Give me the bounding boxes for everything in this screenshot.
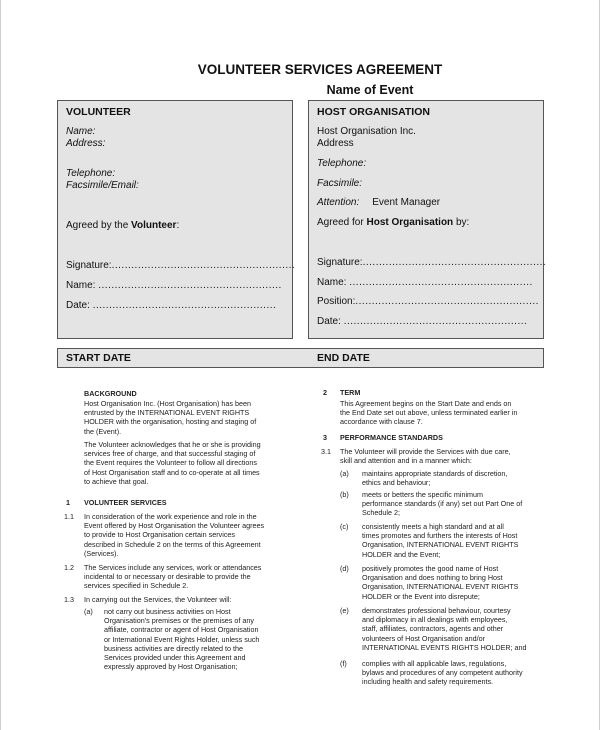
host-signature-field[interactable]: Signature:........................................................ — [317, 257, 547, 268]
host-name-field[interactable]: Name: ........................................................ — [317, 277, 533, 288]
right-column — [300, 0, 600, 730]
background-heading: BACKGROUND — [84, 389, 137, 398]
start-date-label: START DATE — [66, 352, 131, 364]
volunteer-date-field[interactable]: Date: ........................................................ — [66, 300, 277, 311]
host-address-label: Address — [317, 138, 354, 149]
host-heading: HOST ORGANISATION — [317, 106, 430, 118]
item-f-number: (f) — [340, 659, 347, 668]
item-a-text: maintains appropriate standards of discretion, ethics and behaviour; — [362, 469, 508, 488]
item-e-text: demonstrates professional behaviour, courtesy and diplomacy in all dealings with employees, staff, affiliates, contractors, agents and other volunteers of Host Organisation and/or INTERNATIONAL EVENTS RIGHTS HOLDER; and — [362, 606, 527, 652]
clause-1-3-a-text: not carry out business activities on Host Organisation's premises or the premises of any affiliate, contractor or agent of Host Organisation or International Event Rights Holder, unless such business activities are directly related to the Services provided under this Agreement and expressly approved by Host Organisation; — [104, 607, 260, 672]
clause-1-3-number: 1.3 — [64, 595, 74, 604]
item-e-number: (e) — [340, 606, 349, 615]
section-2-number: 2 — [323, 388, 327, 397]
volunteer-telephone-label: Telephone: — [66, 168, 116, 179]
host-agreed-line: Agreed for Host Organisation by: — [317, 217, 470, 228]
item-a-number: (a) — [340, 469, 349, 478]
volunteer-fax-label: Facsimile/Email: — [66, 180, 139, 191]
clause-1-3-a-number: (a) — [84, 607, 93, 616]
clause-1-1-text: In consideration of the work experience and role in the Event offered by Host Organisation the Volunteer agrees to provide to Host Organisation certain services described in Schedule 2 on the terms of this Agreement (Services). — [84, 512, 265, 558]
volunteer-address-label: Address: — [66, 138, 106, 149]
clause-3-1-text: The Volunteer will provide the Services with due care, skill and attention and in a manner which: — [340, 447, 511, 466]
section-1-heading: VOLUNTEER SERVICES — [84, 498, 167, 507]
item-c-text: consistently meets a high standard and at all times promotes and furthers the interests of Host Organisation, INTERNATIONAL EVENT RIGHTS HOLDER and the Event; — [362, 522, 519, 559]
section-1-number: 1 — [66, 498, 70, 507]
section-3-heading: PERFORMANCE STANDARDS — [340, 433, 443, 442]
item-d-text: positively promotes the good name of Host Organisation and does nothing to bring Host Organisation, INTERNATIONAL EVENT RIGHTS HOLDER or the Event into disrepute; — [362, 564, 519, 601]
host-org-name: Host Organisation Inc. — [317, 126, 416, 137]
volunteer-heading: VOLUNTEER — [66, 106, 131, 118]
event-name-heading: Name of Event — [326, 83, 414, 97]
document-title: VOLUNTEER SERVICES AGREEMENT — [197, 62, 443, 77]
host-attention-line: Attention: Event Manager — [317, 197, 441, 208]
section-2-text: This Agreement begins on the Start Date and ends on the End Date set out above, unless terminated earlier in accordance with clause 7. — [340, 399, 518, 427]
clause-3-1-number: 3.1 — [321, 447, 331, 456]
host-position-field[interactable]: Position:........................................................ — [317, 296, 539, 307]
volunteer-signature-field[interactable]: Signature:........................................................ — [66, 260, 296, 271]
volunteer-name-label: Name: — [66, 126, 96, 137]
volunteer-agreed-line: Agreed by the Volunteer: — [66, 220, 180, 231]
item-f-text: complies with all applicable laws, regulations, bylaws and procedures of any competent authority including health and safety requirements. — [362, 659, 523, 687]
volunteer-name-field[interactable]: Name: ........................................................ — [66, 280, 282, 291]
host-date-field[interactable]: Date: ........................................................ — [317, 316, 528, 327]
section-2-heading: TERM — [340, 388, 361, 397]
item-d-number: (d) — [340, 564, 349, 573]
item-b-text: meets or betters the specific minimum performance standards (if any) set out Part One of Schedule 2; — [362, 490, 523, 518]
background-para-2: The Volunteer acknowledges that he or she is providing services free of charge, and that successful staging of the Event requires the Volunteer to follow all directions of Host Organisation staff and to co-operate at all times to achieve that goal. — [84, 440, 261, 486]
section-3-number: 3 — [323, 433, 327, 442]
item-c-number: (c) — [340, 522, 349, 531]
end-date-label: END DATE — [317, 352, 370, 364]
clause-1-1-number: 1.1 — [64, 512, 74, 521]
background-para-1: Host Organisation Inc. (Host Organisation) has been entrusted by the INTERNATIONAL EVENT RIGHTS HOLDER with the organisation, hosting and staging of the (Event). — [84, 399, 257, 436]
host-telephone-label: Telephone: — [317, 158, 367, 169]
host-fax-label: Facsimile: — [317, 178, 363, 189]
clause-1-2-text: The Services include any services, work or attendances incidental to or necessary or desirable to provide the services specified in Schedule 2. — [84, 563, 262, 591]
clause-1-3-text: In carrying out the Services, the Volunteer will: — [84, 595, 232, 604]
item-b-number: (b) — [340, 490, 349, 499]
clause-1-2-number: 1.2 — [64, 563, 74, 572]
